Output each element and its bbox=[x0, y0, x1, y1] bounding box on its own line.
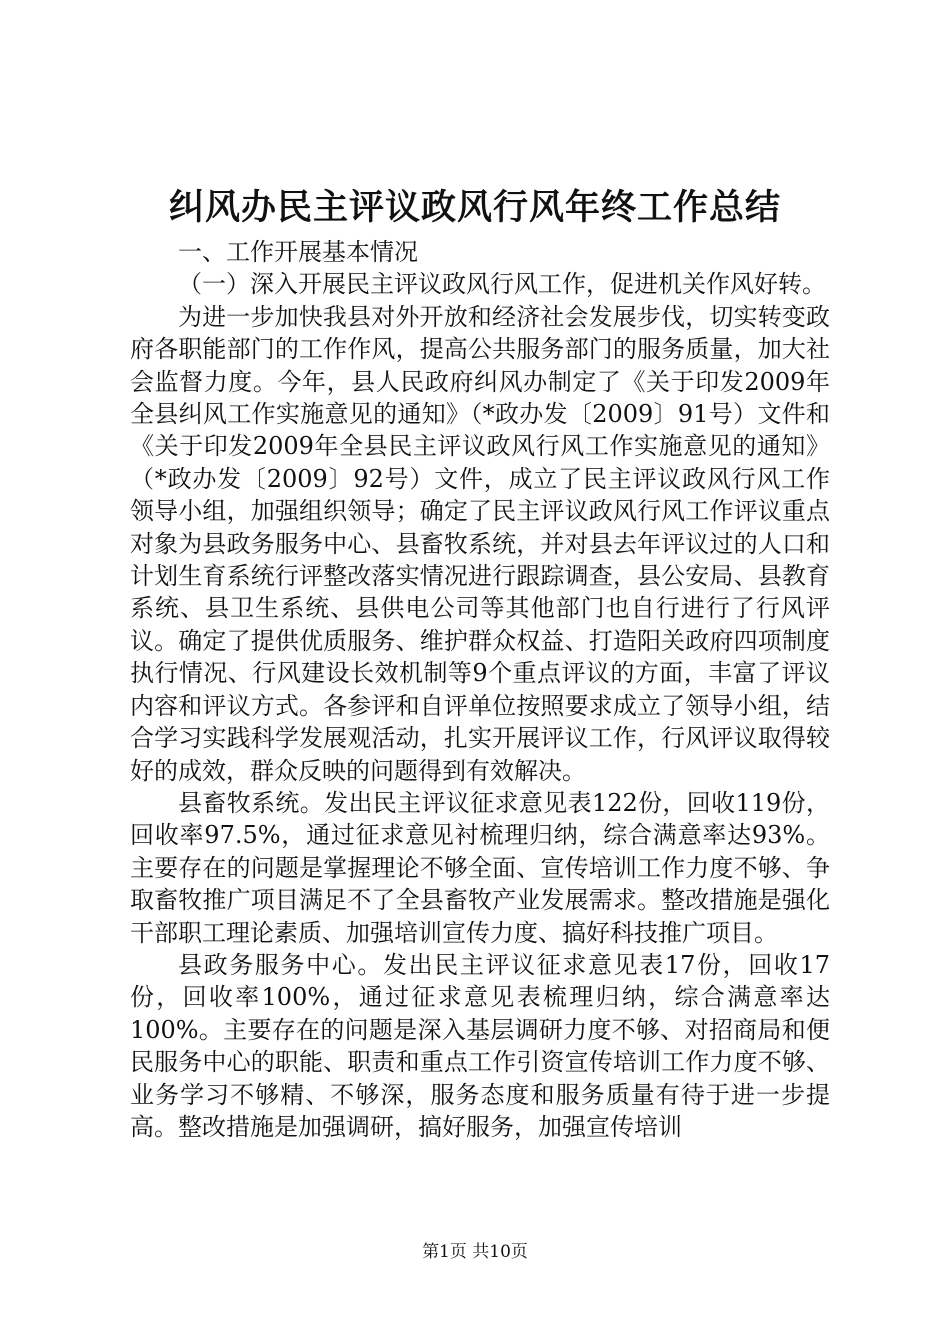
page-footer: 第1页 共10页 bbox=[422, 1242, 528, 1262]
section-heading: 一、工作开展基本情况 bbox=[178, 238, 418, 266]
paragraph-livestock: 县畜牧系统。发出民主评议征求意见表122份，回收119份，回收率97.5%，通过征求意见衬梳理归纳，综合满意率达93%。主要存在的问题是掌握理论不够全面、宣传培训工作力度不够、争取畜牧推广项目满足不了全县畜牧产业发展需求。整改措施是强化干部职工理论素质、加强培训宣传力度、搞好科技推广项目。 bbox=[130, 788, 830, 947]
page-title: 纠风办民主评议政风行风年终工作总结 bbox=[168, 187, 781, 228]
subsection-heading: （一）深入开展民主评议政风行风工作，促进机关作风好转。 bbox=[178, 270, 826, 299]
paragraph-intro: 为进一步加快我县对外开放和经济社会发展步伐，切实转变政府各职能部门的工作作风，提高公共服务部门的服务质量，加大社会监督力度。今年，县人民政府纠风办制定了《关于印发2009年全县纠风工作实施意见的通知》（*政办发〔2009〕91号）文件和《关于印发2009年全县民主评议政风行风工作实施意见的通知》（*政办发〔2009〕92号）文件，成立了民主评议政风行风工作领导小组，加强组织领导；确定了民主评议政风行风工作评议重点对象为县政务服务中心、县畜牧系统，并对县去年评议过的人口和计划生育系统行评整改落实情况进行跟踪调查，县公安局、县教育系统、县卫生系统、县供电公司等其他部门也自行进行了行风评议。确定了提供优质服务、维护群众权益、打造阳关政府四项制度执行情况、行风建设长效机制等9个重点评议的方面，丰富了评议内容和评议方式。各参评和自评单位按照要求成立了领导小组，结合学习实践科学发展观活动，扎实开展评议工作，行风评议取得较好的成效，群众反映的问题得到有效解决。 bbox=[130, 302, 830, 785]
document-body bbox=[130, 236, 830, 1143]
paragraph-service-center: 县政务服务中心。发出民主评议征求意见表17份，回收17份，回收率100%，通过征求意见表梳理归纳，综合满意率达100%。主要存在的问题是深入基层调研力度不够、对招商局和便民服务中心的职能、职责和重点工作引资宣传培训工作力度不够、业务学习不够精、不够深，服务态度和服务质量有待于进一步提高。整改措施是加强调研，搞好服务，加强宣传培训 bbox=[130, 950, 830, 1141]
